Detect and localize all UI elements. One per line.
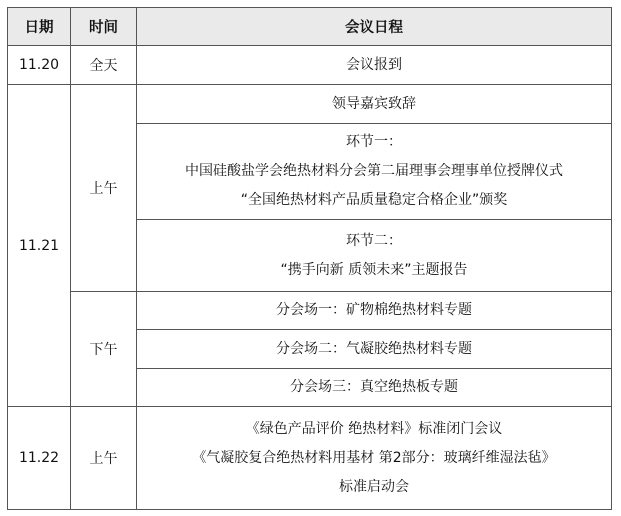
agenda-cell xyxy=(137,220,612,292)
agenda-line: 《绿色产品评价 绝热材料》标准闭门会议 xyxy=(245,420,503,437)
date-cell: 11.20 xyxy=(8,46,71,85)
header-row xyxy=(8,8,612,46)
agenda-cell xyxy=(137,330,612,369)
agenda-cell xyxy=(137,292,612,330)
agenda-line: “携手向新 质领未来”主题报告 xyxy=(280,261,468,278)
agenda-line: 《气凝胶复合绝热材料用基材 第2部分：玻璃纤维湿法毡》 xyxy=(192,449,556,466)
table-row xyxy=(8,85,612,124)
date-cell: 11.22 xyxy=(8,407,71,510)
table-row xyxy=(8,46,612,85)
agenda-line: “全国绝热材料产品质量稳定合格企业”颁奖 xyxy=(240,192,508,208)
agenda-cell: 会议报到 xyxy=(137,46,612,85)
table-row xyxy=(8,407,612,510)
agenda-line: 分会场二：气凝胶绝热材料专题 xyxy=(276,340,472,357)
time-cell: 全天 xyxy=(71,46,137,85)
agenda-cell xyxy=(137,407,612,510)
agenda-line: 环节二： xyxy=(346,232,402,249)
table-row xyxy=(8,292,612,330)
agenda-line: 领导嘉宾致辞 xyxy=(332,95,416,112)
header-agenda: 会议日程 xyxy=(137,8,612,46)
schedule-table xyxy=(7,7,612,510)
agenda-line: 中国硅酸盐学会绝热材料分会第二届理事会理事单位授牌仪式 xyxy=(185,163,563,179)
header-time: 时间 xyxy=(71,8,137,46)
agenda-line: 分会场三：真空绝热板专题 xyxy=(290,379,458,395)
time-cell: 上午 xyxy=(71,407,137,510)
header-date: 日期 xyxy=(8,8,71,46)
agenda-cell xyxy=(137,369,612,407)
agenda-line: 环节一： xyxy=(346,134,402,150)
time-cell: 上午 xyxy=(71,85,137,292)
agenda-cell xyxy=(137,85,612,124)
agenda-cell xyxy=(137,124,612,220)
agenda-line: 分会场一：矿物棉绝热材料专题 xyxy=(276,302,472,318)
date-cell: 11.21 xyxy=(8,85,71,407)
time-cell: 下午 xyxy=(71,292,137,407)
agenda-line: 标准启动会 xyxy=(339,478,409,495)
